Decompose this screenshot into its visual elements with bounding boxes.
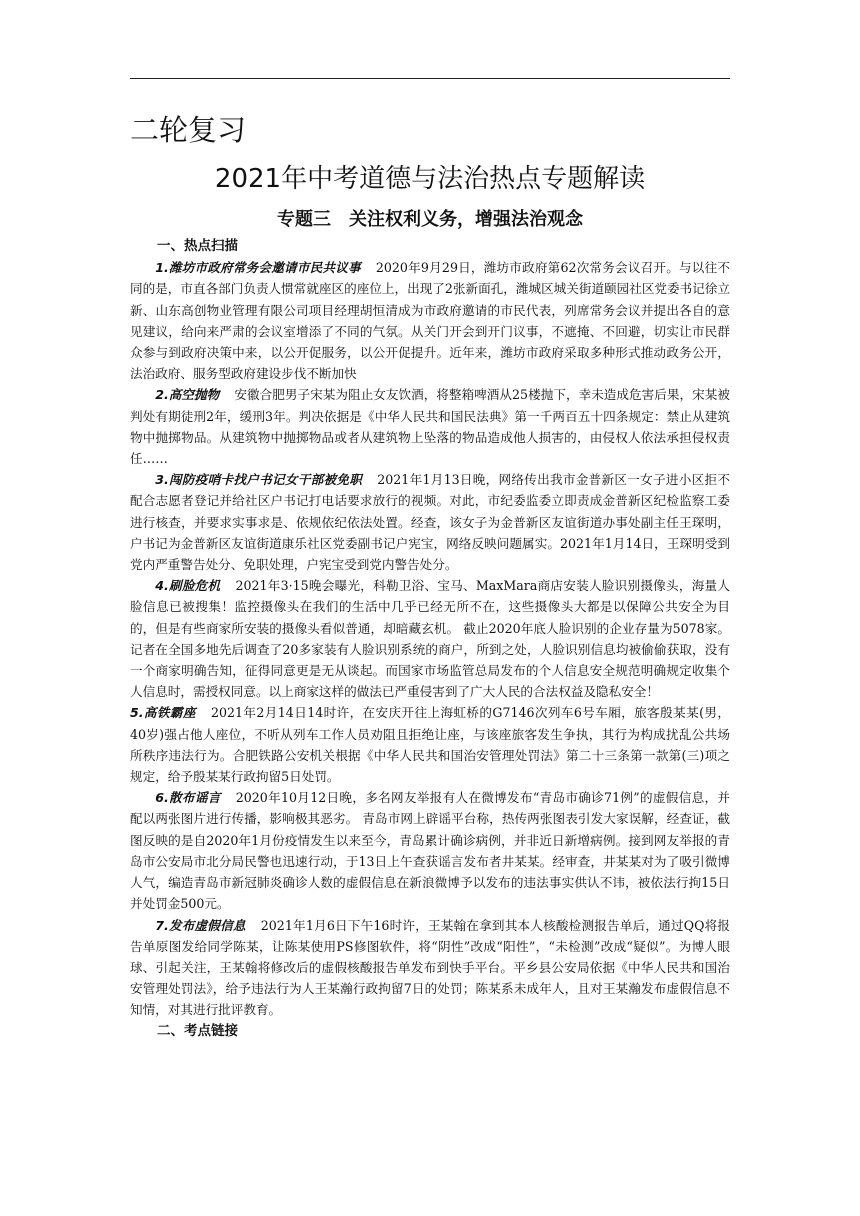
hotspot-text: 安徽合肥男子宋某为阻止女友饮酒，将整箱啤酒从25楼抛下，幸未造成危害后果，宋某被判处有期徒刑2年，缓刑3年。判决依据是《中华人民共和国民法典》第一千两百五十四条规定：禁止从建筑物中抛掷物品。从建筑物中抛掷物品或者从建筑物上坠落的物品造成他人损害的，由侵权人依法承担侵权责任……	[130, 387, 730, 467]
hotspot-text: 2021年3·15晚会曝光，科勒卫浴、宝马、MaxMara商店安装人脸识别摄像头，海量人脸信息已被搜集！监控摄像头在我们的生活中几乎已经无所不在，这些摄像头大都是以保障公共安全为目的，但是有些商家所安装的摄像头看似普通，却暗藏玄机。 截止2020年底人脸识别的企业存量为5078家。记者在全国多地先后调查了20多家装有人脸识别系统的商户，所到之处，人脸识别信息均被偷偷获取，没有一个商家明确告知，征得同意更是无从谈起。而国家市场监管总局发布的个人信息安全规范明确规定收集个人信息时，需授权同意。以上商家这样的做法已严重侵害到了广大人民的合法权益及隐私安全！	[130, 578, 730, 700]
hotspot-item	[130, 257, 730, 384]
hotspot-item	[130, 384, 730, 469]
hotspot-item	[130, 575, 730, 702]
hotspot-lead: 6.散布谣言	[155, 790, 221, 806]
hotspot-text: 2021年1月6日下午16时许，王某翰在拿到其本人核酸检测报告单后，通过QQ将报告单原图发给同学陈某，让陈某使用PS修图软件，将“阴性”改成“阳性”，“未检测”改成“疑似”。为博人眼球、引起关注，王某翰将修改后的虚假核酸报告单发布到快手平台。平乡县公安局依据《中华人民共和国治安管理处罚法》，给予违法行为人王某瀚行政拘留7日的处罚；陈某系未成年人，且对王某瀚发布虚假信息不知情，对其进行批评教育。	[130, 917, 730, 1018]
section-heading-exam-links: 二、考点链接	[157, 1022, 238, 1039]
section-heading-hotspots: 一、热点扫描	[157, 238, 238, 254]
review-label: 二轮复习	[130, 113, 247, 147]
hotspot-lead: 7.发布虚假信息	[155, 917, 246, 933]
hotspot-text: 2020年9月29日，潍坊市政府第62次常务会议召开。与以往不同的是，市直各部门负责人惯常就座区的座位上，出现了2张新面孔，潍城区城关街道颐园社区党委书记徐立新、山东高创物业管理有限公司项目经理胡恒清成为市政府邀请的市民代表，列席常务会议并提出各自的意见建议，给向来严肃的会议室增添了不同的气氛。从关门开会到开门议事，不遮掩、不回避，切实让市民群众参与到政府决策中来，以公开促服务，以公开促提升。近年来，潍坊市政府采取多种形式推动政务公开，法治政府、服务型政府建设步伐不断加快	[130, 260, 730, 382]
hotspot-lead: 1.潍坊市政府常务会邀请市民共议事	[155, 260, 361, 276]
document-title: 2021年中考道德与法治热点专题解读	[214, 164, 646, 194]
document-body	[130, 236, 730, 1042]
hotspot-item	[130, 469, 730, 575]
hotspot-text: 2021年1月13日晚，网络传出我市金普新区一女子进小区拒不配合志愿者登记并给社区户书记打电话要求放行的视频。对此，市纪委监委立即责成金普新区纪检监察工委进行核查，并要求实事求是、依规依纪依法处置。经查，该女子为金普新区友谊街道办事处副主任王琛明，户书记为金普新区友谊街道康乐社区党委副书记户宪宝，网络反映问题属实。2021年1月14日，王琛明受到党内严重警告处分、免职处理，户宪宝受到党内警告处分。	[130, 472, 730, 573]
hotspot-lead: 2.高空抛物	[155, 387, 220, 403]
hotspot-lead: 3.闯防疫哨卡找户书记女干部被免职	[155, 472, 363, 488]
hotspot-item	[130, 702, 730, 787]
hotspot-lead: 5.高铁霸座	[130, 705, 196, 721]
header-rule	[130, 78, 730, 79]
topic-subtitle: 专题三 关注权利义务，增强法治观念	[277, 209, 583, 230]
hotspot-item	[130, 915, 730, 1021]
hotspot-text: 2021年2月14日14时许，在安庆开往上海虹桥的G7146次列车6号车厢，旅客殷某某(男，40岁)强占他人座位，不听从列车工作人员劝阻且拒绝让座，与该座旅客发生争执，其行为构成扰乱公共场所秩序违法行为。合肥铁路公安机关根据《中华人民共和国治安管理处罚法》第二十三条第一款第(三)项之规定，给予殷某某行政拘留5日处罚。	[130, 705, 730, 785]
hotspot-item	[130, 787, 730, 914]
hotspot-lead: 4.刷脸危机	[155, 578, 221, 594]
hotspot-text: 2020年10月12日晚，多名网友举报有人在微博发布“青岛市确诊71例”的虚假信息，并配以两张图片进行传播，影响极其恶劣。 青岛市网上辟谣平台称，热传两张图表引发大家误解，经查证，截图反映的是自2020年1月份疫情发生以来至今，青岛累计确诊病例，并非近日新增病例。接到网友举报的青岛市公安局市北分局民警也迅速行动，于13日上午查获谣言发布者井某某。经审查，井某某对为了吸引微博人气，编造青岛市新冠肺炎确诊人数的虚假信息在新浪微博予以发布的违法事实供认不讳，被依法行拘15日并处罚金500元。	[130, 790, 730, 912]
